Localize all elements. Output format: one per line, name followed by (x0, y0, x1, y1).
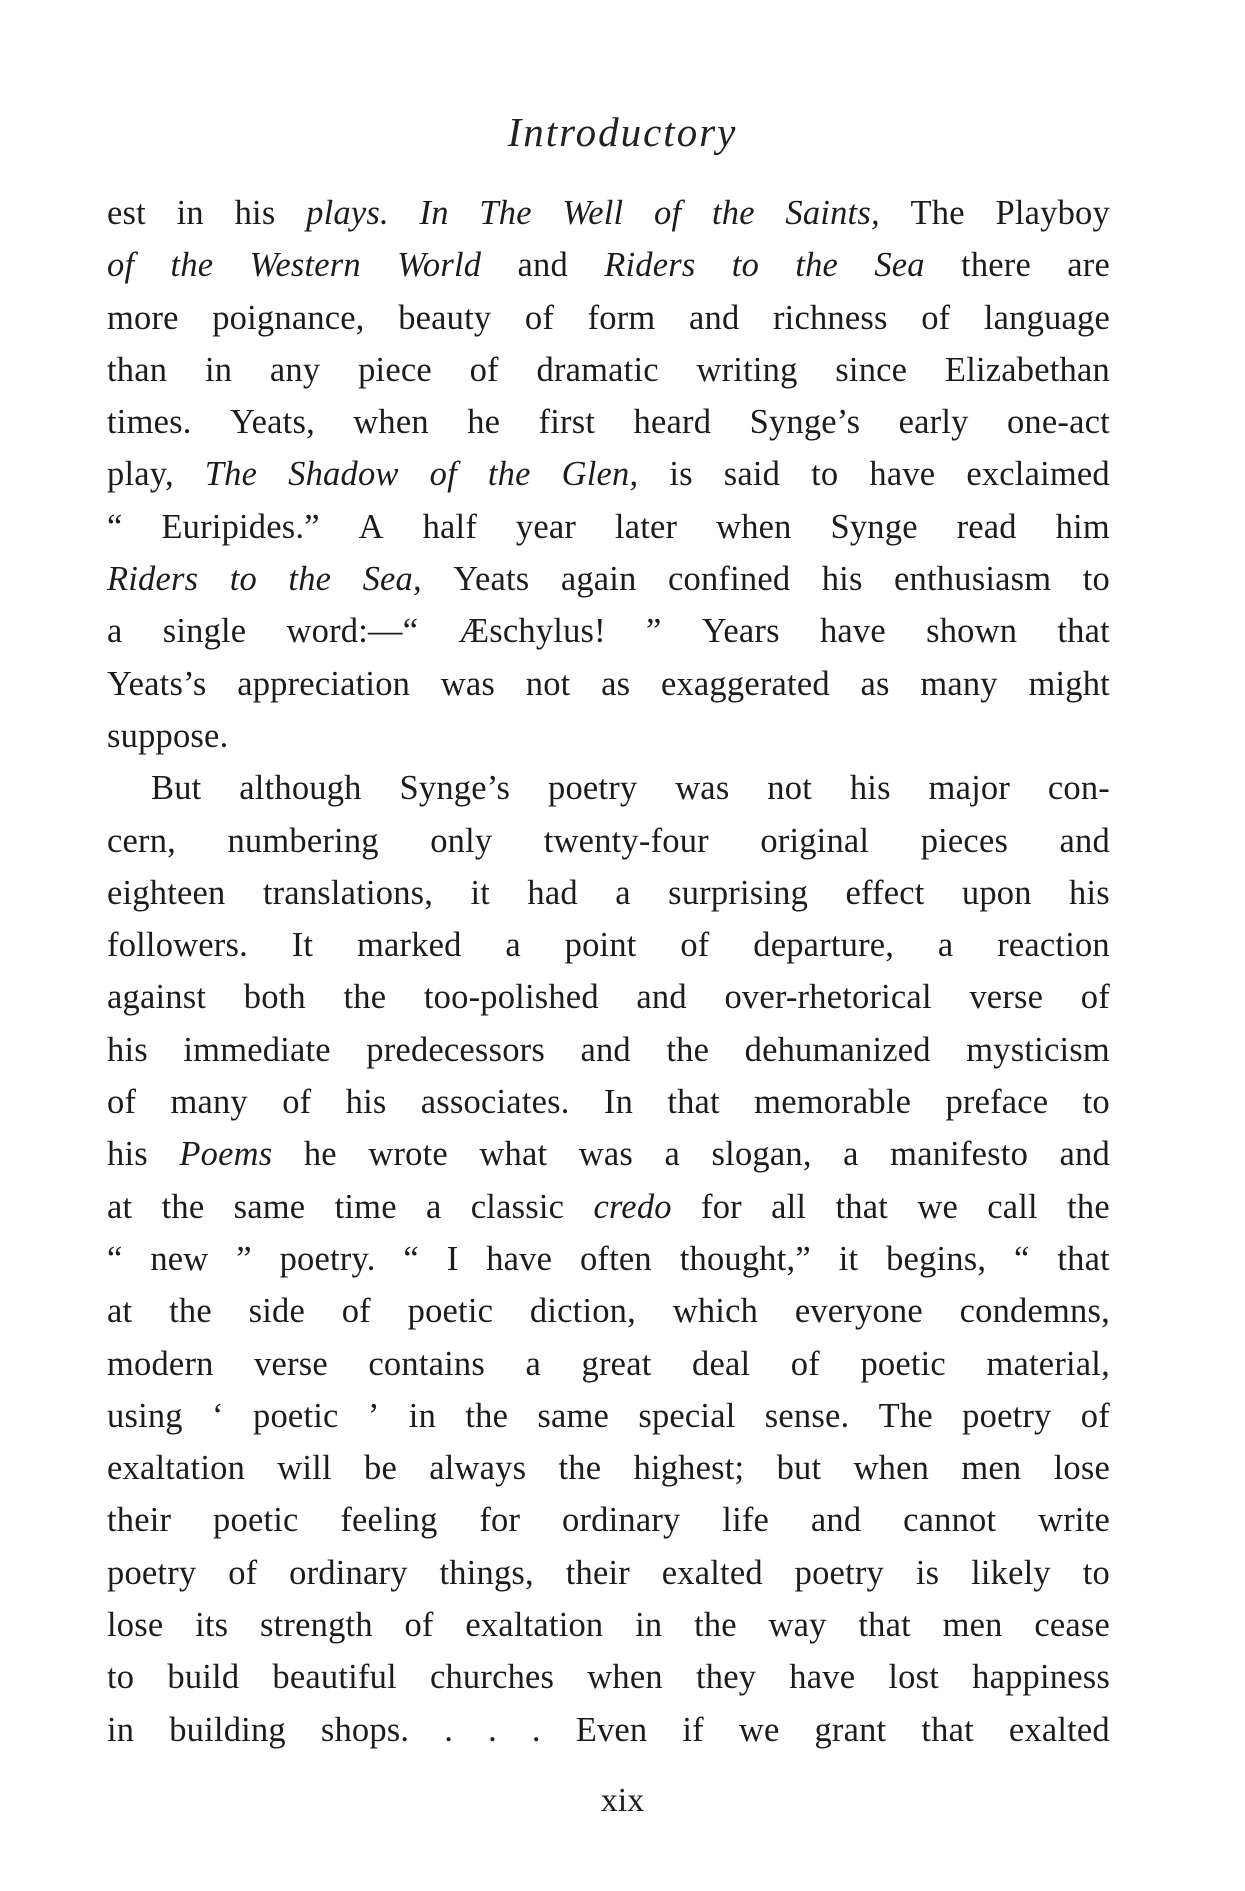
text-line: exaltation will be always the highest; but when men lose (107, 1449, 1110, 1488)
text-line: poetry of ordinary things, their exalted poetry is likely to (107, 1553, 1110, 1592)
text-line: followers. It marked a point of departure, a reaction (107, 926, 1110, 965)
text-line: more poignance, beauty of form and richness of language (107, 298, 1110, 337)
text-line: suppose. (107, 716, 229, 755)
text-line: lose its strength of exaltation in the way that men cease (107, 1606, 1110, 1645)
text-line: Riders to the Sea, Yeats again confined his enthusiasm to (107, 560, 1110, 599)
text-line: his Poems he wrote what was a slogan, a manifesto and (107, 1135, 1110, 1174)
body-text (107, 187, 1110, 1756)
text-line: “ new ” poetry. “ I have often thought,” it begins, “ that (107, 1239, 1110, 1278)
text-line: play, The Shadow of the Glen, is said to have exclaimed (107, 455, 1110, 494)
paragraph (107, 187, 1110, 762)
text-line: at the same time a classic credo for all that we call the (107, 1187, 1110, 1226)
text-line: But although Synge’s poetry was not his major con- (151, 769, 1110, 808)
text-line: times. Yeats, when he first heard Synge’s early one-act (107, 403, 1110, 442)
text-line: modern verse contains a great deal of poetic material, (107, 1344, 1110, 1383)
text-line: of many of his associates. In that memorable preface to (107, 1083, 1110, 1122)
text-line: using ‘ poetic ’ in the same special sense. The poetry of (107, 1396, 1110, 1435)
text-line: their poetic feeling for ordinary life and cannot write (107, 1501, 1110, 1540)
text-line: to build beautiful churches when they have lost happiness (107, 1658, 1110, 1697)
text-line: est in his plays. In The Well of the Saints, The Playboy (107, 194, 1110, 232)
text-line: than in any piece of dramatic writing since Elizabethan (107, 350, 1110, 389)
text-line: at the side of poetic diction, which everyone condemns, (107, 1292, 1110, 1331)
text-line: his immediate predecessors and the dehumanized mysticism (107, 1030, 1110, 1069)
paragraph (107, 762, 1110, 1756)
text-line: a single word:—“ Æschylus! ” Years have shown that (107, 612, 1110, 651)
text-line: cern, numbering only twenty-four original pieces and (107, 821, 1110, 860)
text-line: Yeats’s appreciation was not as exaggerated as many might (107, 664, 1110, 703)
text-line: of the Western World and Riders to the Sea there are (107, 246, 1110, 285)
running-head: Introductory (507, 109, 738, 155)
text-line: eighteen translations, it had a surprising effect upon his (107, 873, 1110, 912)
text-line: against both the too-polished and over-rhetorical verse of (107, 978, 1110, 1017)
text-line: “ Euripides.” A half year later when Synge read him (107, 507, 1110, 546)
text-line: in building shops. . . . Even if we grant that exalted (107, 1710, 1110, 1749)
page-number: xix (600, 1782, 645, 1819)
